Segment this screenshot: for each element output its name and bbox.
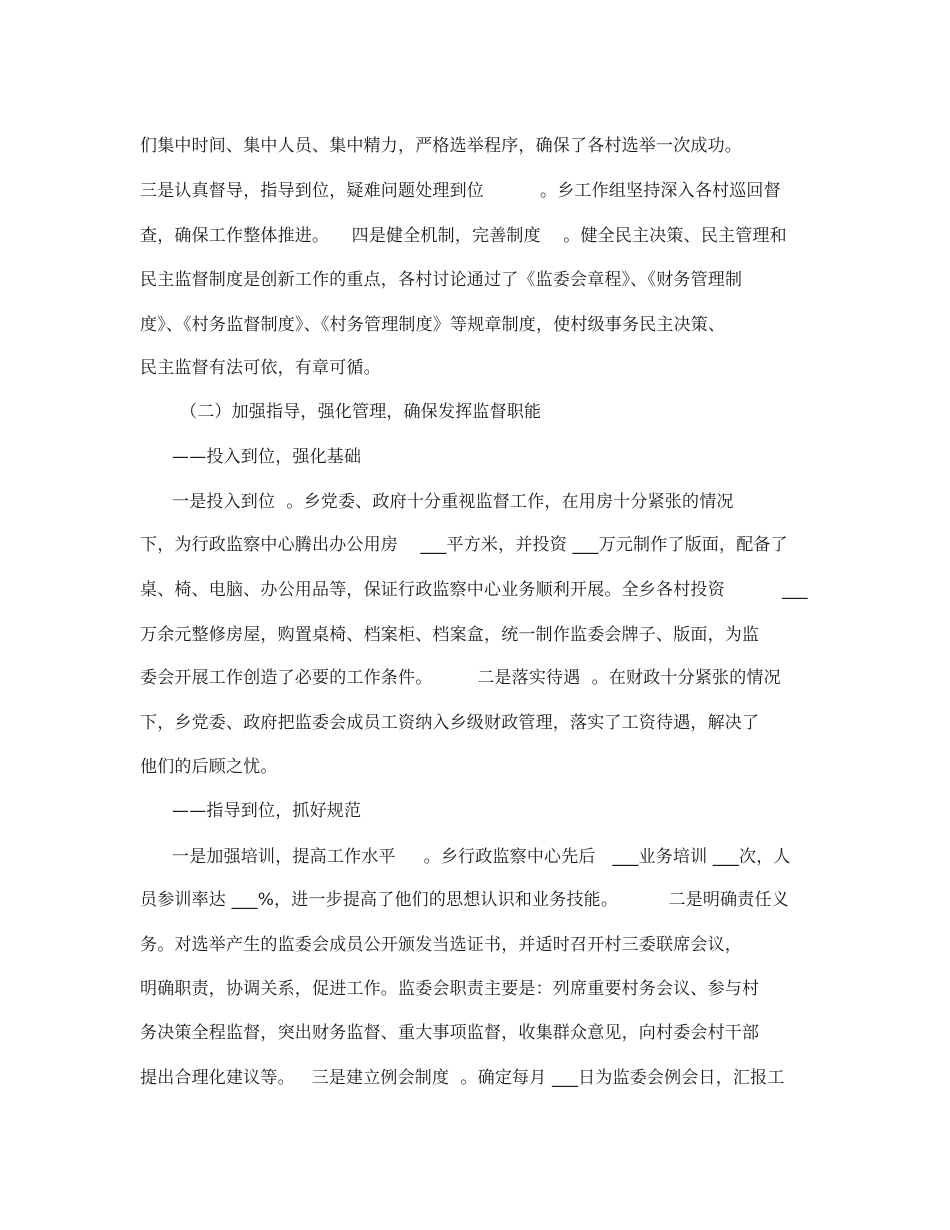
text-line: 们集中时间、集中人员、集中精力，严格选举程序，确保了各村选举一次成功。 (140, 136, 742, 156)
text-line: 民主监督制度是创新工作的重点，各村讨论通过了《监委会章程》、《财务管理制 (140, 270, 743, 290)
text-line: 他们的后顾之忧。 (140, 757, 278, 777)
text-line: 务。对选举产生的监委会成员公开颁发当选证书，并适时召开村三委联席会议， (140, 935, 742, 955)
text-line: 万余元整修房屋，购置桌椅、档案柜、档案盒，统一制作监委会牌子、版面，为监 (140, 625, 760, 645)
section-heading: （二）加强指导，强化管理，确保发挥监督职能 (180, 402, 542, 422)
text-line: 查，确保工作整体推进。 四是健全机制，完善制度 。健全民主决策、民主管理和 (140, 226, 787, 246)
text-line: 下，乡党委、政府把监委会成员工资纳入乡级财政管理，落实了工资待遇，解决了 (140, 713, 760, 733)
subsection-heading: ——指导到位，抓好规范 (172, 801, 362, 821)
text-line: 委会开展工作创造了必要的工作条件。 二是落实待遇 。在财政十分紧张的情况 (140, 668, 781, 688)
text-line: 桌、椅、电脑、办公用品等，保证行政监察中心业务顺利开展。全乡各村投资 (140, 580, 725, 600)
subsection-heading: ——投入到位，强化基础 (172, 447, 362, 467)
text-line: 下，为行政监察中心腾出办公用房 ___平方米，并投资 ___万元制作了版面，配备了 (140, 535, 788, 555)
text-line: 一是加强培训，提高工作水平 。乡行政监察中心先后 ___业务培训 ___次，人 (172, 847, 791, 867)
text-line: 度》、《村务监督制度》、《村务管理制度》等规章制度，使村级事务民主决策、 (140, 315, 726, 335)
text-line: 民主监督有法可依，有章可循。 (140, 358, 381, 378)
text-line: 提出合理化建议等。 三是建立例会制度 。确定每月 ___日为监委会例会日，汇报工 (140, 1068, 785, 1088)
blank-field: ___ (782, 580, 808, 600)
text-line: 一是投入到位 。乡党委、政府十分重视监督工作，在用房十分紧张的情况 (172, 492, 734, 512)
text-line: 三是认真督导，指导到位，疑难问题处理到位 。乡工作组坚持深入各村巡回督 (140, 181, 781, 201)
text-line: 务决策全程监督，突出财务监督、重大事项监督，收集群众意见，向村委会村干部 (140, 1023, 760, 1043)
text-line: 员参训率达 ___%，进一步提高了他们的思想认识和业务技能。 二是明确责任义 (140, 890, 789, 910)
text-line: 明确职责，协调关系，促进工作。监委会职责主要是：列席重要村务会议、参与村 (140, 979, 760, 999)
